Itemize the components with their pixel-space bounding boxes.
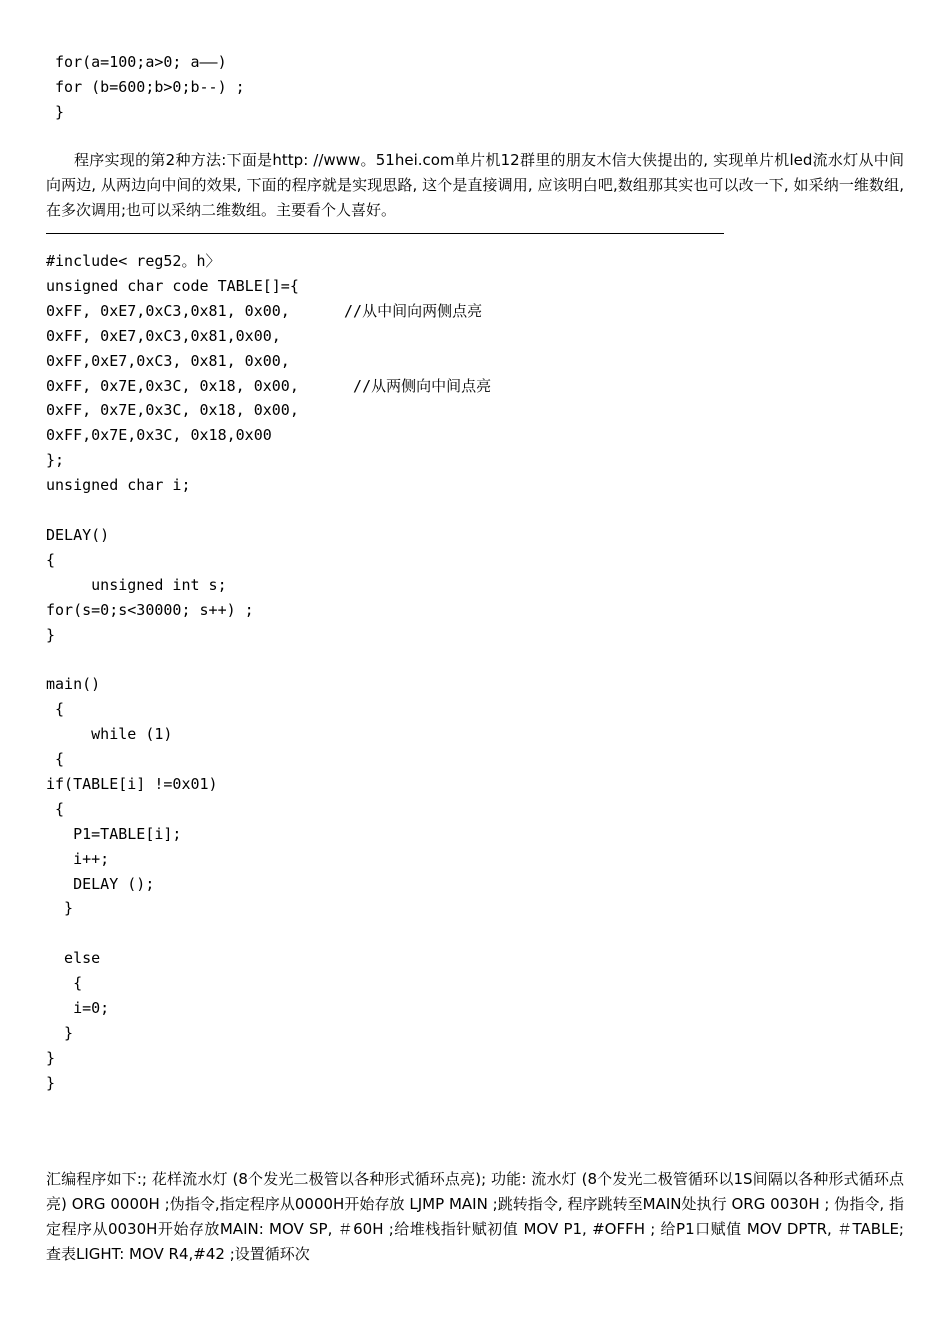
code-line: i=0; bbox=[46, 999, 110, 1017]
code-line: { bbox=[46, 750, 65, 768]
code-line: unsigned char code TABLE[]={ bbox=[46, 276, 299, 295]
separator-rule bbox=[46, 233, 724, 234]
code-line: { bbox=[46, 550, 56, 569]
code-line: } bbox=[46, 1023, 74, 1042]
code-line: DELAY (); bbox=[46, 874, 155, 893]
code-line: 0xFF, 0x7E,0x3C, 0x18, 0x00, //从两侧向中间点亮 bbox=[46, 376, 492, 395]
code-line: } bbox=[46, 103, 65, 121]
code-line: else bbox=[46, 949, 101, 968]
code-line: 0xFF,0xE7,0xC3, 0x81, 0x00, bbox=[46, 351, 290, 370]
code-line: } bbox=[46, 1073, 56, 1092]
code-line: for(s=0;s<30000; s++) ; bbox=[46, 600, 254, 619]
code-line: 0xFF, 0xE7,0xC3,0x81, 0x00, //从中间向两侧点亮 bbox=[46, 301, 483, 320]
code-line: P1=TABLE[i]; bbox=[46, 824, 182, 843]
code-line: } bbox=[46, 1048, 56, 1067]
code-line: }; bbox=[46, 451, 65, 470]
code-line: for (b=600;b>0;b--) ; bbox=[46, 78, 245, 96]
method-2-paragraph: 程序实现的第2种方法:下面是http: //www。51hei.com单片机12群里的朋友木信大侠提出的, 实现单片机led流水灯从中间向两边, 从两边向中间的效果, 下面的程序就是实现思路, 这个是直接调用, 应该明白吧,数组那其实也可以改一下, 如采纳一维数组,在多次调用;也可以采纳二维数组。主要看个人喜好。 bbox=[46, 151, 904, 219]
code-line: DELAY() bbox=[46, 525, 110, 544]
code-line: 0xFF, 0x7E,0x3C, 0x18, 0x00, bbox=[46, 401, 299, 420]
code-line: { bbox=[46, 799, 65, 818]
code-line: { bbox=[46, 700, 65, 719]
assembly-paragraph: 汇编程序如下:; 花样流水灯 (8个发光二极管以各种形式循环点亮); 功能: 流水灯 (8个发光二极管循环以1S间隔以各种形式循环点亮) ORG 0000H ;伪指令,指定程序从0000H开始存放 LJMP MAIN ;跳转指令, 程序跳转至MAIN处执行 ORG 0030H ; 伪指令, 指定程序从0030H开始存放MAIN: MOV SP, ＃60H ;给堆栈指针赋初值 MOV P1, #OFFH ; 给P1口赋值 MOV DPTR, ＃TABLE; 查表LIGHT: MOV R4,#42 ;设置循环次 bbox=[46, 1170, 904, 1263]
code-line: i++; bbox=[46, 849, 110, 868]
code-line: if(TABLE[i] !=0x01) bbox=[46, 774, 218, 793]
code-line: main() bbox=[46, 675, 101, 694]
code-line: unsigned int s; bbox=[46, 575, 227, 594]
code-line: while (1) bbox=[46, 725, 173, 744]
code-line: unsigned char i; bbox=[46, 476, 191, 495]
code-line: } bbox=[46, 899, 74, 918]
code-line: } bbox=[46, 625, 56, 644]
code-line: { bbox=[46, 974, 83, 993]
code-line: 0xFF,0x7E,0x3C, 0x18,0x00 bbox=[46, 426, 272, 445]
code-line: for(a=100;a>0; a——) bbox=[46, 53, 227, 71]
code-line: #include< reg52。h〉 bbox=[46, 252, 221, 270]
code-line: 0xFF, 0xE7,0xC3,0x81,0x00, bbox=[46, 326, 281, 345]
